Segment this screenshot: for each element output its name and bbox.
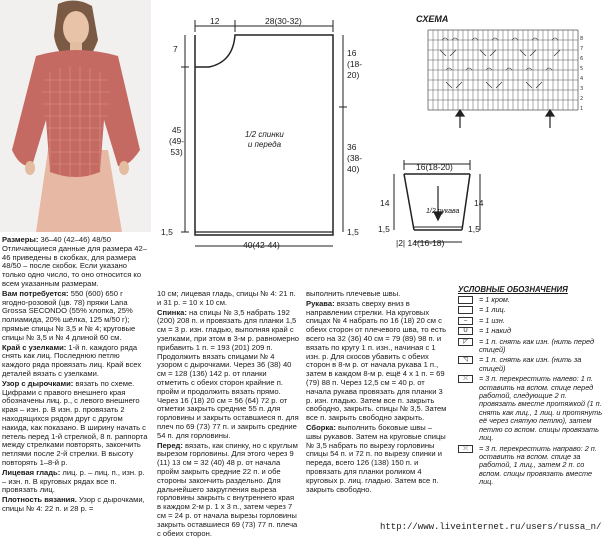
sleeve-schematic (378, 158, 488, 258)
legend-symbol-icon: – (458, 317, 473, 325)
stockinette-label: Лицевая гладь: (2, 467, 61, 477)
sleeve-label: Рукава: (306, 298, 335, 308)
edge-label: Край с узелками: (2, 342, 67, 352)
sleeve-right: 14 (474, 198, 484, 208)
legend-title: УСЛОВНЫЕ ОБОЗНАЧЕНИЯ (458, 285, 568, 294)
legend-item (458, 338, 604, 355)
svg-text:1: 1 (580, 106, 584, 112)
sizes-label: Размеры: (2, 235, 39, 244)
holes-label: Узор с дырочками: (2, 378, 74, 388)
legend-item (458, 375, 604, 442)
dim-top-left: 12 (210, 16, 220, 26)
legend-symbol-icon (458, 296, 473, 304)
svg-text:6: 6 (580, 56, 584, 62)
sleeve-left-bottom: 1,5 (378, 224, 390, 234)
legend-text: = 1 накид (479, 326, 511, 336)
legend-text: = 1 п. снять как изн. (нить перед спицей) (479, 336, 595, 355)
legend-item (458, 296, 604, 304)
legend-text: = 3 п. перекрестить направо: 2 п. оставить на вспом. спице за работой, 1 лиц., затем 2 п. со вспом. спицы провязать вместе лиц. (479, 443, 597, 487)
edge-text: 1-й п. каждого ряда снять как лиц. Последнюю петлю каждого ряда провязать лиц. Край всех деталей вязать с узелками. (2, 342, 142, 378)
materials-label: Вам потребуется: (2, 288, 69, 298)
holes-text: вязать по схеме. Цифрами с правого внешнего края обозначены лиц. р., с левого внешнего края – изн. р. В изн. р. провязать 2 находящихся рядом друг с другом накида, как показано. В ширину начать с петель перед 1-й стрелкой, 8 п. раппорта между стрелками повторять, закончить петлями после 2-й стрелки. В высоту повторять 1–8-й р. (2, 378, 148, 467)
dim-right-top: 16 (18- 20) (347, 48, 363, 80)
legend-symbol-icon: ◸ (458, 338, 473, 346)
legend-symbol-icon: ◹ (458, 356, 473, 364)
gauge-continued: 10 см; лицевая гладь, спицы № 4: 21 п. и 31 р. = 10 х 10 см. (157, 289, 296, 307)
legend-item (458, 317, 604, 325)
stockinette-text: лиц. р. – лиц. п., изн. р. – изн. п. В круговых рядах все п. провязать лиц. (2, 467, 145, 495)
svg-text:5: 5 (580, 66, 584, 72)
svg-text:2: 2 (580, 96, 584, 102)
svg-text:8: 8 (580, 36, 584, 42)
legend-text: = 1 изн. (479, 315, 505, 325)
sleeve-left: 14 (380, 198, 390, 208)
legend-text: = 1 п. снять как изн. (нить за спицей) (479, 355, 582, 373)
materials-text: 550 (600) 650 г ягодно-розовой (цв. 78) пряжи Lana Grossa SECONDO (55% хлопка, 25% полиамида, 20% шёлка, 125 м/50 г); прямые спицы № 3,5 и № 4; круговые спицы № 3,5 и № 4 длиной 60 см. (2, 288, 136, 342)
assembly-text: выполнить боковые швы – швы рукавов. Затем на круговые спицы № 3,5 набрать по вырезу горловины спицы 54 п. и 72 п. по вырезу спинки и переда, всего 126 (138) 150 п. и провязать для планки роликом 4 круговых р. лиц. гладью. Затем все п. закрыть свободно. (306, 422, 446, 494)
sleeve-bottom: |2| 14(16-18) (396, 238, 445, 248)
legend-symbol-icon: ⤫ (458, 445, 473, 453)
back-text: на спицы № 3,5 набрать 192 (200) 208 п. и провязать для планки 1,5 см = 3 р. изн. гладью, выполняя край с узелками, при этом в 3-м р. равномерно прибавить 1 п. = 193 (201) 209 п. Продолжить вязать спицами № 4 узором с дырочками. Через 36 (38) 40 см = 128 (136) 142 р. от планки отметить с обеих сторон крайние п. пройм и продолжить вязать прямо. Через 16 (18) 20 см = 56 (64) 72 р. от отметки закрыть средние 55 п. для горловины и закрыть оставшиеся п. для плеч по 69 (73) 77 п. и закрыть средние 54 п. для горловины. (157, 307, 299, 440)
legend (458, 296, 604, 489)
sleeve-extra: спицы № 3,5. Затем все п. закрыть свободно закрыть. (306, 404, 447, 423)
model-photo (0, 0, 151, 232)
sleeve-center-label: 1/2 рукава (426, 208, 460, 215)
legend-item (458, 306, 604, 314)
legend-symbol-icon: ⤬ (458, 375, 473, 383)
svg-text:3: 3 (580, 86, 584, 92)
legend-text: = 1 лиц. (479, 305, 506, 315)
dim-top-right: 28(30-32) (265, 16, 302, 26)
legend-item (458, 327, 604, 335)
legend-item (458, 356, 604, 373)
dim-right-main: 36 (38- 40) (347, 142, 363, 174)
assembly-label: Сборка: (306, 422, 336, 432)
source-url[interactable]: http://www.liveinternet.ru/users/russa_n/ (380, 522, 602, 532)
dim-right-bottom: 1,5 (347, 227, 359, 237)
dim-bottom: 40(42-44) (243, 240, 280, 250)
legend-symbol-icon: U (458, 327, 473, 335)
front-label: Перед: (157, 440, 183, 450)
sleeve-top: 16(18-20) (416, 162, 453, 172)
sizes-text: 36–40 (42–46) 48/50 Отличающиеся данные для размера 42–46 приведены в скобках, для размера 48/50 – после скобок. Если указано только одно число, то оно относится ко всем указанным размерам. (2, 235, 147, 288)
sleeve-right-bottom: 1,5 (468, 224, 480, 234)
sleeve-text: вязать сверху вниз в направлении стрелки. На круговых спицах № 4 набрать по 16 (18) 20 см с обеих сторон от плечевого шва, то есть всего на 32 (36) 40 см = 79 (89) 98 п. и вязать по кругу 1 п. изн., начиная с 1 изн. р. Для скосов убавить с обеих сторон в 8-м р. от начала рукава 1 п., затем в каждом 8-м р. ещё 4 х 1 п. = 69 (79) 88 п. Через 12,5 см = 40 р. от начала рукава провязать для планки 3 р. изн. гладью. Затем все п. закрыть свободно, закрыть. (306, 298, 447, 414)
stitch-chart (400, 14, 600, 134)
gauge-label: Плотность вязания. (2, 495, 77, 505)
legend-text: = 1 кром. (479, 295, 510, 304)
front-text: вязать, как спинку, но с круглым вырезом горловины. Для этого через 9 (11) 13 см = 32 (40) 48 р. от начала пройм закрыть средние 22 п. и обе стороны закончить раздельно. Для дальнейшего закругления выреза горловины закрыть с внутреннего края в каждом 2-м р. 1 х 3 п., затем через 7 см = 24 р. от начала вырезы горловины закрыть оставшиеся 69 (73) 77 п. плеча с обеих сторон. (157, 440, 298, 538)
dim-left-main: 45 (49- 53) (169, 125, 185, 157)
legend-text: = 3 п. перекрестить налево: 1 п. оставить на вспом. спице перед работой, следующие 2 п. провязать вместе протяжкой (1 п. снять как лиц., 1 лиц. и протянуть её через снятую петлю), затем петлю со вспом. спицы провязать лиц. (479, 374, 603, 443)
instructions-col3 (306, 290, 449, 495)
gauge-text: Узор с дырочками, спицы № 4: 22 п. и 28 р. = (2, 495, 145, 513)
legend-item (458, 445, 604, 487)
body-center-label: 1/2 спинки и переда (245, 130, 284, 149)
dim-left-bottom: 1,5 (161, 227, 173, 237)
back-label: Спинка: (157, 307, 187, 317)
svg-text:7: 7 (580, 46, 584, 52)
shoulder-seams: выполнить плечевые швы. (306, 289, 401, 298)
legend-symbol-icon (458, 306, 473, 314)
instructions-col1 (2, 236, 150, 515)
chart-title: СХЕМА (416, 14, 449, 24)
svg-text:4: 4 (580, 76, 584, 82)
dim-left-small: 7 (173, 44, 178, 54)
body-schematic (155, 10, 385, 275)
instructions-col2 (157, 290, 299, 539)
